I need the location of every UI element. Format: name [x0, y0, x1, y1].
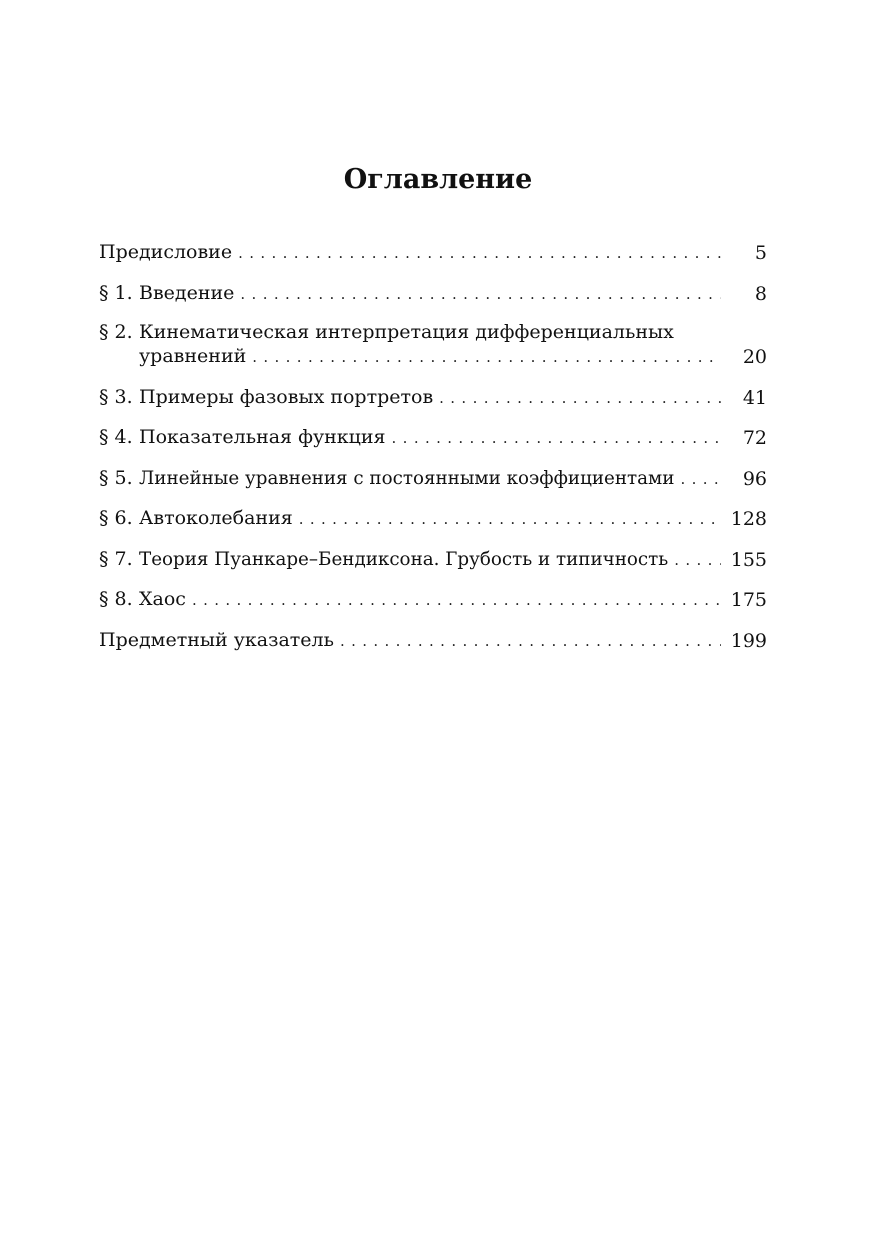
- toc-entry-page: 96: [742, 467, 767, 490]
- toc-entry-section-1[interactable]: [99, 281, 767, 306]
- dot-leader: [674, 467, 721, 491]
- toc-entry-page: 41: [742, 386, 767, 409]
- table-of-contents: [99, 240, 767, 668]
- dot-leader: [234, 282, 721, 306]
- toc-entry-section-2[interactable]: [99, 320, 767, 369]
- toc-entry-preface[interactable]: [99, 240, 767, 265]
- dot-leader: [433, 386, 721, 410]
- toc-entry-title: Предметный указатель: [99, 628, 334, 651]
- toc-entry-title: уравнений: [139, 345, 247, 367]
- toc-entry-page: 8: [754, 282, 767, 305]
- page-title: Оглавление: [343, 164, 533, 195]
- toc-entry-title: Хаос: [139, 588, 186, 610]
- toc-entry-title: Автоколебания: [139, 507, 293, 529]
- toc-entry-number: § 8.: [99, 588, 133, 610]
- toc-entry-page: 128: [730, 508, 767, 530]
- toc-entry-title: Линейные уравнения с постоянными коэффициентами: [139, 467, 675, 489]
- toc-entry-number: § 1.: [99, 281, 133, 304]
- toc-entry-number: § 4.: [99, 426, 133, 448]
- dot-leader: [386, 426, 721, 450]
- toc-entry-number: § 2.: [99, 321, 133, 343]
- toc-entry-page: 199: [730, 629, 767, 652]
- toc-entry-section-4[interactable]: [99, 425, 767, 450]
- toc-entry-number: § 6.: [99, 507, 133, 529]
- dot-leader: [668, 548, 721, 572]
- toc-entry-page: 20: [742, 346, 767, 368]
- toc-entry-section-7[interactable]: [99, 547, 767, 572]
- toc-entry-section-8[interactable]: [99, 587, 767, 612]
- dot-leader: [186, 588, 721, 612]
- dot-leader: [232, 241, 721, 265]
- toc-entry-page: 5: [754, 242, 767, 264]
- toc-entry-number: § 7.: [99, 547, 133, 570]
- toc-entry-page: 155: [730, 548, 767, 571]
- toc-entry-page: 175: [730, 589, 767, 611]
- toc-entry-title: Введение: [139, 281, 235, 304]
- toc-entry-index[interactable]: [99, 628, 767, 653]
- dot-leader: [246, 345, 721, 369]
- toc-entry-section-5[interactable]: [99, 466, 767, 491]
- dot-leader: [293, 507, 721, 531]
- toc-entry-title: Теория Пуанкаре–Бендиксона. Грубость и типичность: [139, 548, 669, 570]
- toc-entry-number: § 3.: [99, 385, 133, 408]
- toc-entry-title: Предисловие: [99, 241, 233, 263]
- toc-entry-title: Примеры фазовых портретов: [139, 385, 434, 408]
- toc-entry-section-3[interactable]: [99, 385, 767, 410]
- toc-entry-number: § 5.: [99, 466, 133, 489]
- toc-entry-section-6[interactable]: [99, 506, 767, 531]
- toc-entry-title-line-1: Кинематическая интерпретация дифференциальных: [139, 321, 674, 343]
- toc-entry-title: Показательная функция: [139, 426, 386, 448]
- dot-leader: [334, 629, 721, 653]
- toc-entry-page: 72: [742, 427, 767, 449]
